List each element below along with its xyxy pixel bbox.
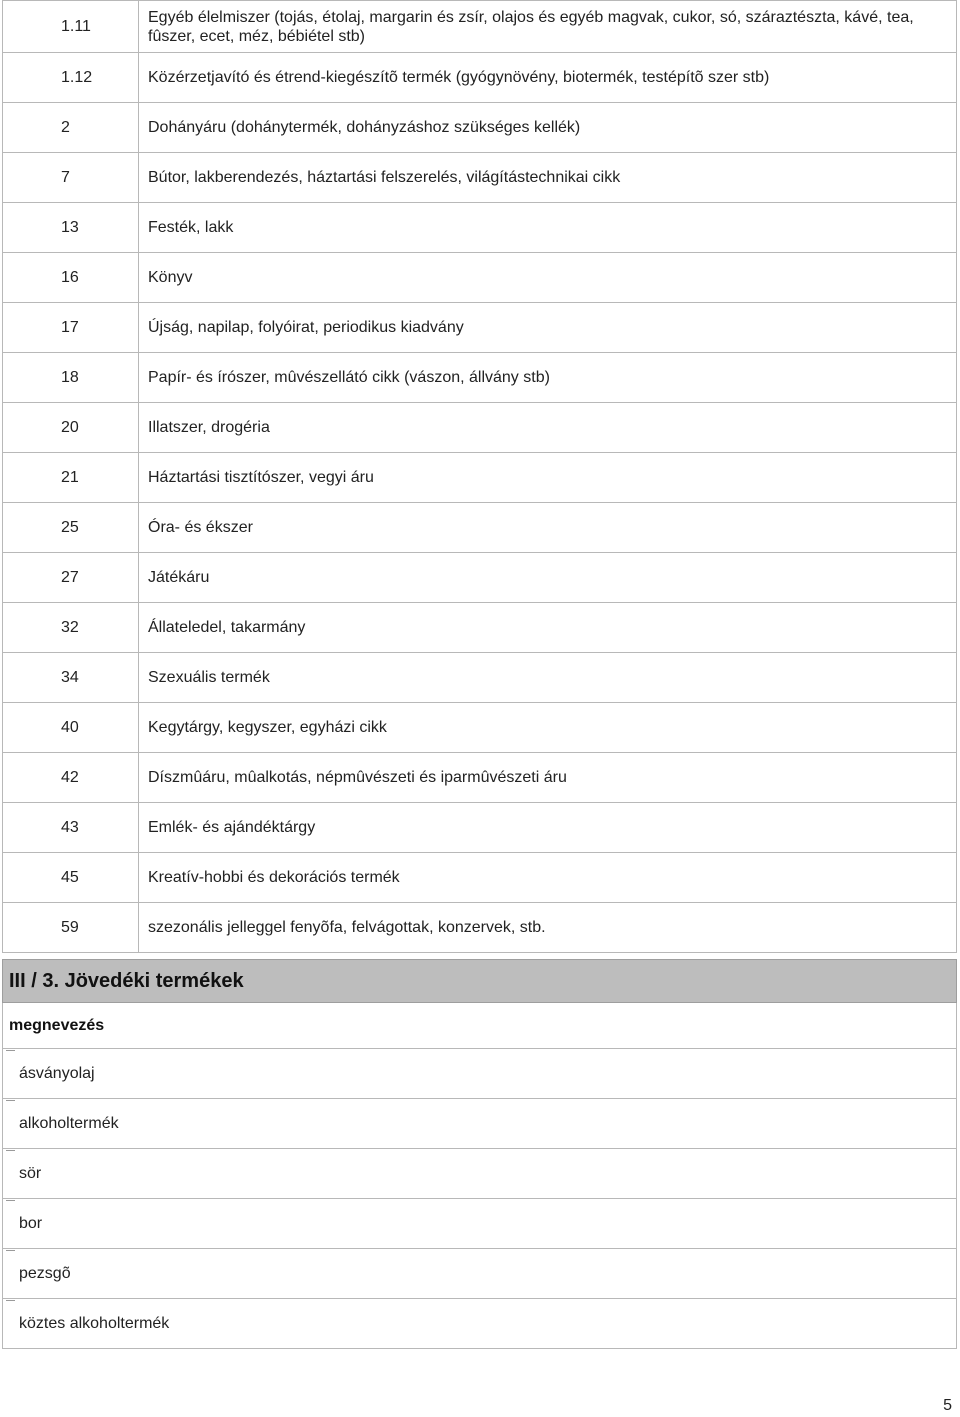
product-code: 2 (3, 103, 139, 153)
dash-mark-icon (6, 1050, 15, 1051)
table-row (3, 53, 957, 103)
table-row (3, 453, 957, 503)
table-row (3, 703, 957, 753)
list-item (2, 1249, 957, 1299)
list-item (2, 1299, 957, 1349)
dash-mark-icon (6, 1250, 15, 1251)
product-code: 42 (3, 753, 139, 803)
product-description: Díszmûáru, mûalkotás, népmûvészeti és iparmûvészeti áru (139, 753, 957, 803)
list-item-label: alkoholtermék (19, 1114, 119, 1132)
product-code: 25 (3, 503, 139, 553)
table-row (3, 353, 957, 403)
dash-mark-icon (6, 1200, 15, 1201)
table-row (3, 1, 957, 53)
table-row (3, 753, 957, 803)
product-code: 59 (3, 903, 139, 953)
product-description: Közérzetjavító és étrend-kiegészítõ termék (gyógynövény, biotermék, testépítõ szer stb) (139, 53, 957, 103)
section-header (2, 959, 957, 1003)
product-code: 18 (3, 353, 139, 403)
product-description: Kreatív-hobbi és dekorációs termék (139, 853, 957, 903)
list-item (2, 1149, 957, 1199)
product-description: Óra- és ékszer (139, 503, 957, 553)
product-code: 45 (3, 853, 139, 903)
list-item (2, 1049, 957, 1099)
table-row (3, 603, 957, 653)
product-description: Festék, lakk (139, 203, 957, 253)
product-code: 7 (3, 153, 139, 203)
list-item (2, 1099, 957, 1149)
product-code: 40 (3, 703, 139, 753)
product-code: 1.12 (3, 53, 139, 103)
product-code: 20 (3, 403, 139, 453)
list-item-label: sör (19, 1164, 42, 1182)
product-description: Újság, napilap, folyóirat, periodikus kiadvány (139, 303, 957, 353)
table-row (3, 103, 957, 153)
table-row (3, 153, 957, 203)
list-item (2, 1199, 957, 1249)
dash-mark-icon (6, 1300, 15, 1301)
table-row (3, 403, 957, 453)
product-code: 13 (3, 203, 139, 253)
product-description: Egyéb élelmiszer (tojás, étolaj, margarin és zsír, olajos és egyéb magvak, cukor, só, száraztészta, kávé, tea, fûszer, ecet, méz, bébiétel stb) (139, 1, 957, 53)
product-code: 43 (3, 803, 139, 853)
product-code: 1.11 (3, 1, 139, 53)
list-item-label: köztes alkoholtermék (19, 1314, 170, 1332)
column-header-label: megnevezés (9, 1016, 105, 1034)
table-row (3, 653, 957, 703)
table-row (3, 853, 957, 903)
table-row (3, 803, 957, 853)
table-row (3, 903, 957, 953)
table-row (3, 203, 957, 253)
product-code: 17 (3, 303, 139, 353)
table-row (3, 553, 957, 603)
list-item-label: ásványolaj (19, 1064, 95, 1082)
section-title: III / 3. Jövedéki termékek (9, 969, 244, 992)
list-item-label: pezsgõ (19, 1264, 71, 1282)
excise-product-list (2, 1049, 957, 1349)
list-item-label: bor (19, 1214, 43, 1232)
product-description: Könyv (139, 253, 957, 303)
dash-mark-icon (6, 1100, 15, 1101)
document-page (2, 0, 957, 1349)
table-row (3, 253, 957, 303)
product-description: Állateledel, takarmány (139, 603, 957, 653)
product-code: 16 (3, 253, 139, 303)
product-description: szezonális jelleggel fenyõfa, felvágottak, konzervek, stb. (139, 903, 957, 953)
product-code: 27 (3, 553, 139, 603)
dash-mark-icon (6, 1150, 15, 1151)
product-description: Játékáru (139, 553, 957, 603)
product-description: Illatszer, drogéria (139, 403, 957, 453)
table-row (3, 303, 957, 353)
product-description: Papír- és írószer, mûvészellátó cikk (vászon, állvány stb) (139, 353, 957, 403)
product-description: Dohányáru (dohánytermék, dohányzáshoz szükséges kellék) (139, 103, 957, 153)
table-row (3, 503, 957, 553)
page-number: 5 (943, 1397, 952, 1414)
product-description: Háztartási tisztítószer, vegyi áru (139, 453, 957, 503)
product-description: Kegytárgy, kegyszer, egyházi cikk (139, 703, 957, 753)
product-description: Emlék- és ajándéktárgy (139, 803, 957, 853)
product-code: 34 (3, 653, 139, 703)
product-code: 21 (3, 453, 139, 503)
product-description: Bútor, lakberendezés, háztartási felszerelés, világítástechnikai cikk (139, 153, 957, 203)
product-codes-table (2, 0, 957, 953)
product-description: Szexuális termék (139, 653, 957, 703)
column-header (2, 1003, 957, 1049)
product-code: 32 (3, 603, 139, 653)
